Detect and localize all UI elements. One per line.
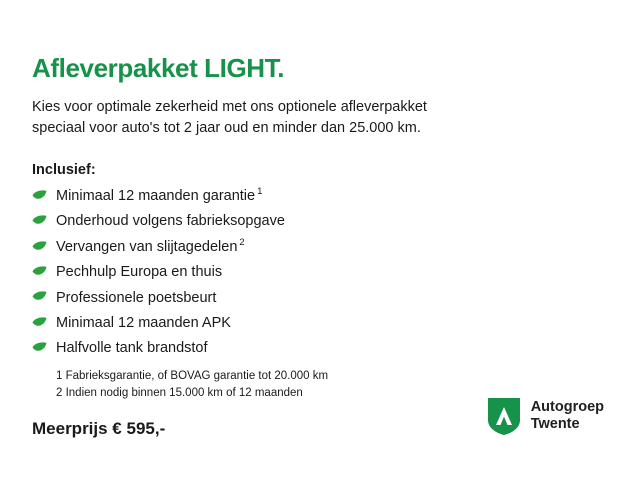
leaf-bullet-icon xyxy=(32,342,47,353)
feature-text xyxy=(56,313,233,333)
feature-note: 1 xyxy=(257,186,263,198)
features-list xyxy=(32,186,608,359)
leaf-bullet-icon xyxy=(32,215,47,226)
feature-label: Pechhulp Europa en thuis xyxy=(56,264,223,281)
footnote-1: 1 Fabrieksgarantie, of BOVAG garantie tot 20.000 km xyxy=(56,369,329,382)
feature-text xyxy=(56,338,210,358)
list-item xyxy=(32,313,608,333)
page-title: Afleverpakket LIGHT. xyxy=(32,53,285,83)
feature-label: Vervangen van slijtagedelen xyxy=(56,238,238,255)
autogroep-twente-logo xyxy=(486,396,604,436)
shield-logo-icon xyxy=(486,396,522,436)
footnote-2: 2 Indien nodig binnen 15.000 km of 12 maanden xyxy=(56,386,303,399)
list-item xyxy=(32,211,608,231)
leaf-bullet-icon xyxy=(32,266,47,277)
inclusief-heading: Inclusief: xyxy=(32,162,96,179)
feature-text xyxy=(56,186,262,206)
price-text: Meerprijs € 595,- xyxy=(32,419,166,439)
logo-line-2: Twente xyxy=(530,416,580,432)
logo-line-1: Autogroep xyxy=(530,399,604,416)
feature-label: Minimaal 12 maanden garantie xyxy=(56,187,256,204)
feature-text xyxy=(56,211,287,231)
leaf-bullet-icon xyxy=(32,291,47,302)
list-item xyxy=(32,237,608,257)
list-item xyxy=(32,262,608,282)
feature-label: Onderhoud volgens fabrieksopgave xyxy=(56,213,285,230)
intro-line-1: Kies voor optimale zekerheid met ons optionele afleverpakket xyxy=(32,98,427,115)
leaf-bullet-icon xyxy=(32,190,47,201)
feature-text xyxy=(56,288,218,308)
feature-note: 2 xyxy=(239,236,245,248)
list-item xyxy=(32,338,608,358)
leaf-bullet-icon xyxy=(32,317,47,328)
feature-label: Professionele poetsbeurt xyxy=(56,289,217,306)
list-item xyxy=(32,288,608,308)
list-item xyxy=(32,186,608,206)
feature-label: Halfvolle tank brandstof xyxy=(56,340,208,357)
feature-label: Minimaal 12 maanden APK xyxy=(56,314,231,331)
feature-text xyxy=(56,237,245,257)
intro-line-2: speciaal voor auto's tot 2 jaar oud en minder dan 25.000 km. xyxy=(32,120,421,137)
logo-wordmark xyxy=(531,399,604,432)
feature-text xyxy=(56,262,224,282)
leaf-bullet-icon xyxy=(32,241,47,252)
intro-text xyxy=(32,97,532,141)
